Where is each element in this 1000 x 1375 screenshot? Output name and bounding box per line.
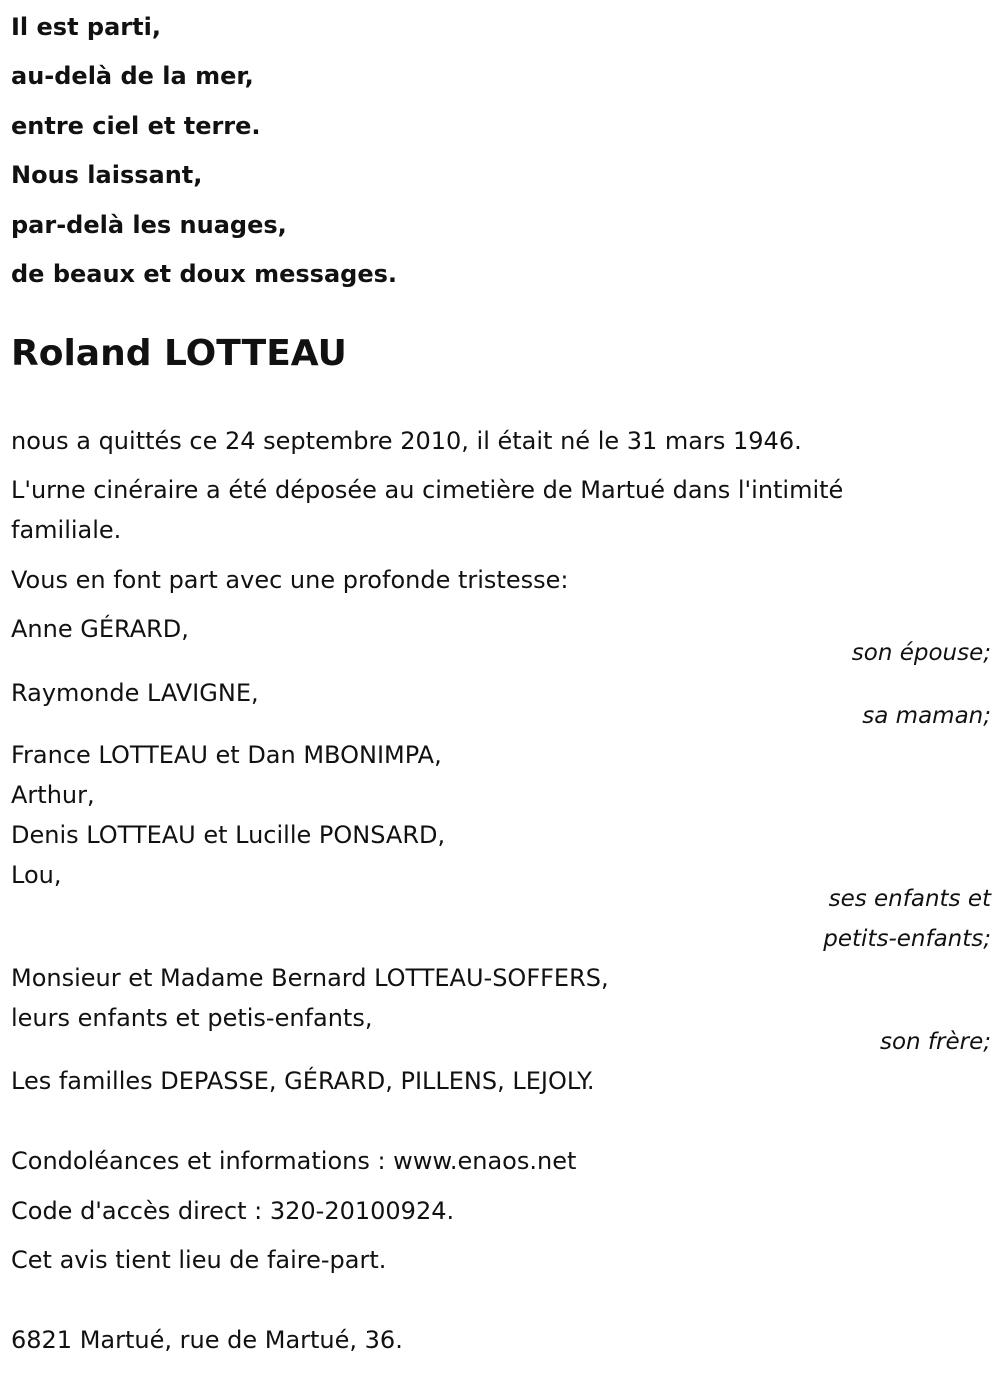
children-role: petits-enfants; <box>823 926 991 952</box>
notice-text: Cet avis tient lieu de faire-part. <box>11 1246 387 1274</box>
poem-line: Nous laissant, <box>11 161 203 189</box>
poem-line: par-delà les nuages, <box>11 211 287 239</box>
brother-role: son frère; <box>879 1029 991 1055</box>
spouse-role: son épouse; <box>851 640 991 666</box>
spouse-name: Anne GÉRARD, <box>11 615 189 643</box>
brother-name: Monsieur et Madame Bernard LOTTEAU-SOFFERS, <box>11 964 609 992</box>
children-role: ses enfants et <box>828 886 991 912</box>
mother-name: Raymonde LAVIGNE, <box>11 679 259 707</box>
urn-announcement-line: familiale. <box>11 516 122 544</box>
address: 6821 Martué, rue de Martué, 36. <box>11 1326 403 1354</box>
poem-line: de beaux et doux messages. <box>11 260 397 288</box>
mother-role: sa maman; <box>862 703 991 729</box>
urn-announcement-line: L'urne cinéraire a été déposée au cimetière de Martué dans l'intimité <box>11 476 844 504</box>
child-entry: Lou, <box>11 861 62 889</box>
extended-families: Les familles DEPASSE, GÉRARD, PILLENS, LEJOLY. <box>11 1067 595 1095</box>
sorrow-announcement: Vous en font part avec une profonde tristesse: <box>11 566 569 594</box>
poem-line: Il est parti, <box>11 13 161 41</box>
poem-line: entre ciel et terre. <box>11 112 261 140</box>
access-code: Code d'accès direct : 320-20100924. <box>11 1197 455 1225</box>
deceased-name: Roland LOTTEAU <box>11 333 347 374</box>
child-entry: France LOTTEAU et Dan MBONIMPA, <box>11 741 442 769</box>
brother-family: leurs enfants et petis-enfants, <box>11 1004 373 1032</box>
child-entry: Denis LOTTEAU et Lucille PONSARD, <box>11 821 446 849</box>
death-announcement: nous a quittés ce 24 septembre 2010, il était né le 31 mars 1946. <box>11 427 802 455</box>
child-entry: Arthur, <box>11 781 95 809</box>
condolences-info: Condoléances et informations : www.enaos.net <box>11 1147 577 1175</box>
poem-line: au-delà de la mer, <box>11 62 254 90</box>
